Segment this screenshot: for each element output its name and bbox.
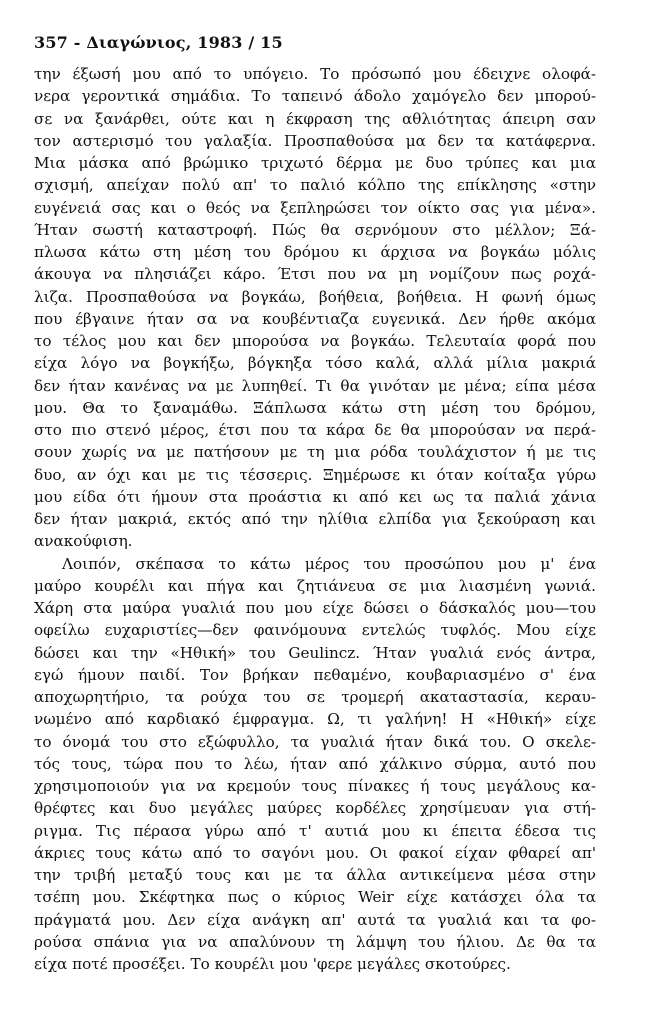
body-text: [34, 63, 596, 975]
text-line: μαύρο κουρέλι και πήγα και ζητιάνευα σε μια λιασμένη γωνιά.: [34, 576, 596, 595]
text-line: που έβγαινε ήταν σα να κουβέντιαζα ευγενικά. Δεν ήρθε ακόμα: [34, 309, 596, 328]
text-line: τσέπη μου. Σκέφτηκα πως ο κύριος Weir είχε κατάσχει όλα τα: [34, 888, 596, 907]
text-line: σουν χωρίς να με πατήσουν με τη μια ρόδα τουλάχιστον ή με τις: [34, 443, 596, 462]
text-line: την τριβή μεταξύ τους και με τα άλλα αντικείμενα μέσα στην: [34, 866, 596, 884]
text-line: δυο, αν όχι και με τις τέσσερις. Ξημέρωσε κι όταν κοίταξα γύρω: [34, 465, 596, 484]
text-line: σχισμή, απείχαν πολύ απ' το παλιό κόλπο της επίκλησης «στην: [34, 176, 596, 195]
text-line: νερα γεροντικά σημάδια. Το ταπεινό άδολο χαμόγελο δεν μπορού-: [34, 87, 596, 106]
text-line: άκουγα να πλησιάζει κάρο. Έτσι που να μη νομίζουν πως ροχά-: [34, 265, 596, 284]
text-line: άκριες τους κάτω από το σαγόνι μου. Οι φακοί είχαν φθαρεί απ': [34, 843, 596, 862]
text-line: λιζα. Προσπαθούσα να βογκάω, βοήθεια, βοήθεια. Η φωνή όμως: [34, 287, 596, 306]
text-line: νωμένο από καρδιακό έμφραγμα. Ω, τι γαλήνη! Η «Ηθική» είχε: [34, 710, 596, 729]
text-line: πλωσα κάτω στη μέση του δρόμου κι άρχισα να βογκάω μόλις: [34, 243, 596, 261]
text-line: εγώ ήμουν παιδί. Τον βρήκαν πεθαμένο, κουβαριασμένο σ' ένα: [34, 665, 596, 684]
paragraph: [34, 553, 596, 976]
text-line: μου είδα ότι ήμουν στα προάστια κι από κει ως τα παλιά χάνια: [34, 487, 596, 506]
text-line: ανακούφιση.: [34, 532, 133, 551]
text-line: ευγένειά σας και ο θεός να ξεπληρώσει τον οίκτο σας για μένα».: [34, 198, 596, 217]
text-line: σε να ξανάρθει, ούτε και η έκφραση της αθλιότητας άπειρη σαν: [34, 109, 596, 128]
text-line: θρέφτες και δυο μεγάλες μαύρες κορδέλες χρησίμευαν για στή-: [34, 799, 596, 818]
text-line: ρούσα σπάνια για να απαλύνουν τη λάμψη του ήλιου. Δε θα τα: [34, 932, 596, 951]
text-line: χρησιμοποιούν για να κρεμούν τους πίνακες ή τους μεγάλους κα-: [34, 777, 596, 795]
text-line: τον αστερισμό του γαλαξία. Προσπαθούσα μα δεν τα κατάφερνα.: [34, 131, 596, 150]
text-line: Χάρη στα μαύρα γυαλιά που μου είχε δώσει ο δάσκαλός μου—του: [34, 599, 596, 617]
text-line: το τέλος μου και δεν μπορούσα να βογκάω. Τελευταία φορά που: [34, 332, 596, 350]
text-line: δεν ήταν μακριά, εκτός από την ηλίθια ελπίδα για ξεκούραση και: [34, 510, 596, 528]
text-line: στο πιο στενό μέρος, έτσι που τα κάρα δε θα μπορούσαν να περά-: [34, 421, 596, 439]
text-line: την έξωσή μου από το υπόγειο. Το πρόσωπό μου έδειχνε ολοφά-: [34, 65, 596, 83]
text-line: Μια μάσκα από βρώμικο τριχωτό δέρμα με δυο τρύπες και μια: [34, 154, 596, 172]
text-line: είχα ποτέ προσέξει. Το κουρέλι μου 'φερε μεγάλες σκοτούρες.: [34, 955, 511, 973]
text-line: ριγμα. Τις πέρασα γύρω από τ' αυτιά μου κι έπειτα έδεσα τις: [34, 821, 596, 840]
text-line: δεν ήταν κανένας να με λυπηθεί. Τι θα γινόταν με μένα; είπα μέσα: [34, 376, 596, 395]
text-line: πράγματά μου. Δεν είχα ανάγκη απ' αυτά τα γυαλιά και τα φο-: [34, 910, 596, 929]
paragraph: [34, 63, 596, 553]
running-head: 357 - Διαγώνιος, 1983 / 15: [34, 33, 283, 52]
text-line: Λοιπόν, σκέπασα το κάτω μέρος του προσώπου μου μ' ένα: [62, 554, 596, 573]
text-line: δώσει και την «Ηθική» του Geulincz. Ήταν γυαλιά ενός άντρα,: [34, 643, 596, 662]
text-line: τός τους, τώρα που το λέω, ήταν από χάλκινο σύρμα, αυτό που: [34, 754, 596, 773]
text-line: το όνομά του στο εξώφυλλο, τα γυαλιά ήταν δικά του. Ο σκελε-: [34, 732, 596, 751]
text-line: αποχωρητήριο, τα ρούχα του σε τρομερή ακαταστασία, κεραυ-: [34, 688, 596, 706]
text-line: οφείλω ευχαριστίες—δεν φαινόμουνα εντελώς τυφλός. Μου είχε: [34, 621, 596, 640]
text-line: είχα λόγο να βογκήξω, βόγκηξα τόσο καλά, αλλά μίλια μακριά: [34, 354, 596, 373]
text-line: μου. Θα το ξαναμάθω. Ξάπλωσα κάτω στη μέση του δρόμου,: [34, 398, 596, 417]
text-line: Ήταν σωστή καταστροφή. Πώς θα σερνόμουν στο μέλλον; Ξά-: [34, 220, 596, 239]
